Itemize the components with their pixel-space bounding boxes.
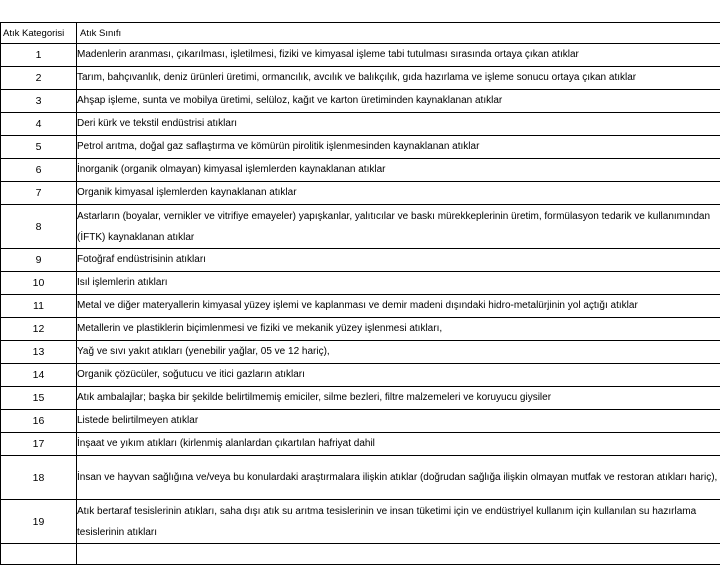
category-description: Yağ ve sıvı yakıt atıkları (yenebilir yağlar, 05 ve 12 hariç), <box>77 341 720 364</box>
table-row <box>1 433 720 456</box>
table-row <box>1 364 720 387</box>
category-description: Atık bertaraf tesislerinin atıkları, saha dışı atık su arıtma tesislerinin ve insan tüketimi için ve endüstriyel kullanım için kullanılan su hazırlama tesislerinin atıkları <box>77 500 720 544</box>
category-number: 15 <box>1 387 77 410</box>
category-description <box>77 544 720 565</box>
category-description: Atık ambalajlar; başka bir şekilde belirtilmemiş emiciler, silme bezleri, filtre malzemeleri ve koruyucu giysiler <box>77 387 720 410</box>
category-description: Metallerin ve plastiklerin biçimlenmesi ve fiziki ve mekanik yüzey işlenmesi atıkları, <box>77 318 720 341</box>
table-row <box>1 159 720 182</box>
category-description: Organik çözücüler, soğutucu ve itici gazların atıkları <box>77 364 720 387</box>
category-number: 16 <box>1 410 77 433</box>
table-row <box>1 318 720 341</box>
category-number: 10 <box>1 272 77 295</box>
table-row <box>1 249 720 272</box>
category-number: 6 <box>1 159 77 182</box>
category-number: 14 <box>1 364 77 387</box>
category-description: Metal ve diğer materyallerin kimyasal yüzey işlemi ve kaplanması ve demir madeni dışındaki hidro-metalürjinin yol açtığı atıklar <box>77 295 720 318</box>
table-row <box>1 90 720 113</box>
table-row <box>1 44 720 67</box>
table-row <box>1 182 720 205</box>
category-description: Fotoğraf endüstrisinin atıkları <box>77 249 720 272</box>
category-number: 7 <box>1 182 77 205</box>
table-row <box>1 341 720 364</box>
category-description: Petrol arıtma, doğal gaz saflaştırma ve kömürün pirolitik işlenmesinden kaynaklanan atıklar <box>77 136 720 159</box>
table-row <box>1 205 720 249</box>
category-description: Madenlerin aranması, çıkarılması, işletilmesi, fiziki ve kimyasal işleme tabi tutulması sırasında ortaya çıkan atıklar <box>77 44 720 67</box>
category-number: 3 <box>1 90 77 113</box>
category-number: 19 <box>1 500 77 544</box>
category-number: 18 <box>1 456 77 500</box>
table-row <box>1 67 720 90</box>
category-description: Ahşap işleme, sunta ve mobilya üretimi, selüloz, kağıt ve karton üretiminden kaynaklanan atıklar <box>77 90 720 113</box>
category-number: 4 <box>1 113 77 136</box>
table-row <box>1 387 720 410</box>
category-number: 8 <box>1 205 77 249</box>
category-description: İnsan ve hayvan sağlığına ve/veya bu konulardaki araştırmalara ilişkin atıklar (doğrudan sağlığa ilişkin olmayan mutfak ve restoran atıkları hariç), <box>77 456 720 500</box>
table-row <box>1 500 720 544</box>
category-number: 9 <box>1 249 77 272</box>
header-waste-category: Atık Kategorisi <box>1 23 77 44</box>
category-description: Organik kimyasal işlemlerden kaynaklanan atıklar <box>77 182 720 205</box>
category-description: İnorganik (organik olmayan) kimyasal işlemlerden kaynaklanan atıklar <box>77 159 720 182</box>
category-number: 5 <box>1 136 77 159</box>
category-number: 1 <box>1 44 77 67</box>
category-description: Listede belirtilmeyen atıklar <box>77 410 720 433</box>
table-header-row <box>1 23 720 44</box>
category-number <box>1 544 77 565</box>
category-description: İnşaat ve yıkım atıkları (kirlenmiş alanlardan çıkartılan hafriyat dahil <box>77 433 720 456</box>
table-row <box>1 544 720 565</box>
category-description: Isıl işlemlerin atıkları <box>77 272 720 295</box>
table-row <box>1 410 720 433</box>
category-description: Astarların (boyalar, vernikler ve vitrifiye emayeler) yapışkanlar, yalıtıcılar ve baskı mürekkeplerinin üretim, formülasyon tedarik ve kullanımından (İFTK) kaynaklanan atıklar <box>77 205 720 249</box>
category-number: 12 <box>1 318 77 341</box>
table-row <box>1 136 720 159</box>
category-number: 13 <box>1 341 77 364</box>
category-description: Tarım, bahçıvanlık, deniz ürünleri üretimi, ormancılık, avcılık ve balıkçılık, gıda hazırlama ve işleme sonucu ortaya çıkan atıklar <box>77 67 720 90</box>
waste-category-table <box>0 22 720 565</box>
category-number: 11 <box>1 295 77 318</box>
category-number: 2 <box>1 67 77 90</box>
table-row <box>1 113 720 136</box>
category-number: 17 <box>1 433 77 456</box>
header-waste-class: Atık Sınıfı <box>77 23 720 44</box>
table-row <box>1 272 720 295</box>
table-row <box>1 295 720 318</box>
table-row <box>1 456 720 500</box>
category-description: Deri kürk ve tekstil endüstrisi atıkları <box>77 113 720 136</box>
